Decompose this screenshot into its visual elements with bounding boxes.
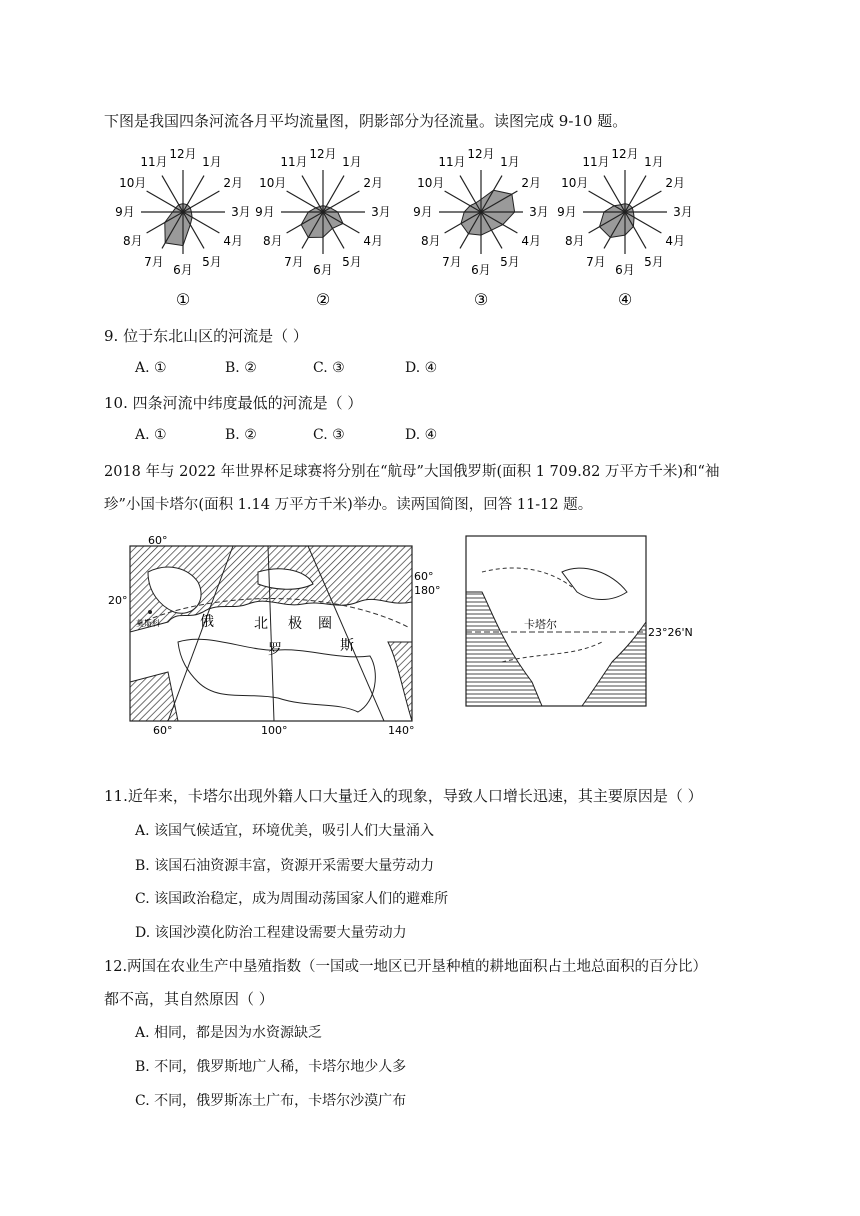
radial-chart-3 <box>413 147 549 309</box>
month-label: 12月 <box>169 147 197 161</box>
month-label: 2月 <box>521 176 542 190</box>
month-label: 4月 <box>521 234 542 248</box>
month-label: 8月 <box>420 234 441 248</box>
q10-stem: 10. 四条河流中纬度最低的河流是（ ） <box>104 394 363 412</box>
q9-option-b[interactable]: B. ② <box>225 360 257 376</box>
month-label: 4月 <box>665 234 686 248</box>
runoff-shape-4 <box>600 204 635 238</box>
russia-map <box>108 532 440 737</box>
q10-option-d[interactable]: D. ④ <box>405 427 438 443</box>
month-label: 10月 <box>119 176 147 190</box>
month-label: 9月 <box>255 205 275 219</box>
month-label: 11月 <box>280 154 308 169</box>
q10-option-c[interactable]: C. ③ <box>313 427 345 443</box>
month-label: 3月 <box>231 205 251 219</box>
intro-q11-12-line1: 2018 年与 2022 年世界杯足球赛将分别在“航母”大国俄罗斯(面积 1 709.82 万平方千米)和“袖 <box>104 464 720 480</box>
russia-lat-label-60-right: 60° <box>414 570 434 583</box>
month-label: 3月 <box>529 205 549 219</box>
q11-option-c[interactable]: C. 该国政治稳定，成为周围动荡国家人们的避难所 <box>135 891 449 907</box>
arctic-char-3: 圈 <box>318 616 332 632</box>
month-label: 11月 <box>140 154 168 169</box>
q12-option-a[interactable]: A. 相同，都是因为水资源缺乏 <box>135 1025 323 1041</box>
intro-q9-10: 下图是我国四条河流各月平均流量图，阴影部分为径流量。读图完成 9-10 题。 <box>104 112 628 130</box>
chart-number-label: ① <box>175 290 191 309</box>
month-label: 7月 <box>586 255 606 270</box>
month-label: 5月 <box>342 255 362 270</box>
month-label: 6月 <box>173 263 193 277</box>
month-label: 4月 <box>363 234 384 248</box>
russia-char-1: 俄 <box>200 614 214 630</box>
river-flow-charts-svg <box>105 140 693 315</box>
month-label: 12月 <box>309 147 337 161</box>
arctic-char-1: 北 <box>254 616 268 632</box>
month-label: 11月 <box>438 154 466 169</box>
month-label: 9月 <box>557 205 577 219</box>
moscow-label: 莫斯科 <box>136 619 160 628</box>
tropic-latitude-label: 23°26'N <box>648 626 693 639</box>
chart-number-label: ③ <box>473 290 489 309</box>
russia-lon-label-180: 180° <box>414 584 441 597</box>
radial-chart-4 <box>557 147 693 309</box>
month-label: 12月 <box>611 147 639 161</box>
month-label: 6月 <box>471 263 491 277</box>
q12-stem-line2: 都不高，其自然原因（ ） <box>104 990 274 1008</box>
month-label: 1月 <box>202 154 222 169</box>
month-label: 1月 <box>500 154 520 169</box>
q10-option-b[interactable]: B. ② <box>225 427 257 443</box>
month-label: 2月 <box>363 176 384 190</box>
river-flow-charts <box>105 140 693 315</box>
radial-chart-2 <box>255 147 391 309</box>
month-label: 10月 <box>561 176 589 190</box>
q11-option-b[interactable]: B. 该国石油资源丰富，资源开采需要大量劳动力 <box>135 858 435 874</box>
month-label: 4月 <box>223 234 244 248</box>
month-label: 7月 <box>442 255 462 270</box>
qatar-map <box>462 532 722 712</box>
q12-option-c[interactable]: C. 不同，俄罗斯冻土广布，卡塔尔沙漠广布 <box>135 1093 407 1109</box>
russia-lat-label-60: 60° <box>148 534 168 547</box>
month-label: 5月 <box>500 255 520 270</box>
q11-stem: 11.近年来，卡塔尔出现外籍人口大量迁入的现象，导致人口增长迅速，其主要原因是（ ） <box>104 787 703 805</box>
q9-option-a[interactable]: A. ① <box>135 360 167 376</box>
russia-lon-label-140: 140° <box>388 724 415 737</box>
q12-stem-line1: 12.两国在农业生产中垦殖指数（一国或一地区已开垦种植的耕地面积占土地总面积的百分比） <box>104 959 708 975</box>
russia-lat-label-20: 20° <box>108 594 128 607</box>
q9-option-d[interactable]: D. ④ <box>405 360 438 376</box>
russia-char-2: 罗 <box>268 642 282 658</box>
month-label: 1月 <box>342 154 362 169</box>
q12-option-b[interactable]: B. 不同，俄罗斯地广人稀，卡塔尔地少人多 <box>135 1059 407 1075</box>
month-label: 8月 <box>262 234 283 248</box>
q11-option-d[interactable]: D. 该国沙漠化防治工程建设需要大量劳动力 <box>135 925 407 941</box>
month-label: 8月 <box>564 234 585 248</box>
month-label: 7月 <box>144 255 164 270</box>
chart-number-label: ② <box>315 290 331 309</box>
month-label: 12月 <box>467 147 495 161</box>
arctic-char-2: 极 <box>288 616 302 632</box>
month-label: 9月 <box>413 205 433 219</box>
month-label: 9月 <box>115 205 135 219</box>
q9-stem: 9. 位于东北山区的河流是（ ） <box>104 327 308 345</box>
month-label: 7月 <box>284 255 304 270</box>
russia-lon-label-60: 60° <box>153 724 173 737</box>
month-label: 10月 <box>259 176 287 190</box>
radial-chart-1 <box>115 147 251 309</box>
month-label: 10月 <box>417 176 445 190</box>
q10-option-a[interactable]: A. ① <box>135 427 167 443</box>
month-label: 2月 <box>665 176 686 190</box>
q11-option-a[interactable]: A. 该国气候适宜，环境优美，吸引人们大量涌入 <box>135 823 435 839</box>
month-label: 6月 <box>313 263 333 277</box>
russia-map-svg <box>108 532 440 737</box>
q9-option-c[interactable]: C. ③ <box>313 360 345 376</box>
month-label: 8月 <box>122 234 143 248</box>
month-label: 5月 <box>202 255 222 270</box>
month-label: 1月 <box>644 154 664 169</box>
month-label: 2月 <box>223 176 244 190</box>
month-label: 5月 <box>644 255 664 270</box>
intro-q11-12-line2: 珍”小国卡塔尔(面积 1.14 万平方千米)举办。读两国简图，回答 11-12 题。 <box>104 497 593 513</box>
russia-lon-label-100: 100° <box>261 724 288 737</box>
month-label: 11月 <box>582 154 610 169</box>
russia-char-3: 斯 <box>340 638 354 654</box>
month-label: 3月 <box>673 205 693 219</box>
chart-number-label: ④ <box>617 290 633 309</box>
qatar-map-svg <box>462 532 722 712</box>
qatar-label: 卡塔尔 <box>524 618 557 631</box>
month-label: 6月 <box>615 263 635 277</box>
month-label: 3月 <box>371 205 391 219</box>
